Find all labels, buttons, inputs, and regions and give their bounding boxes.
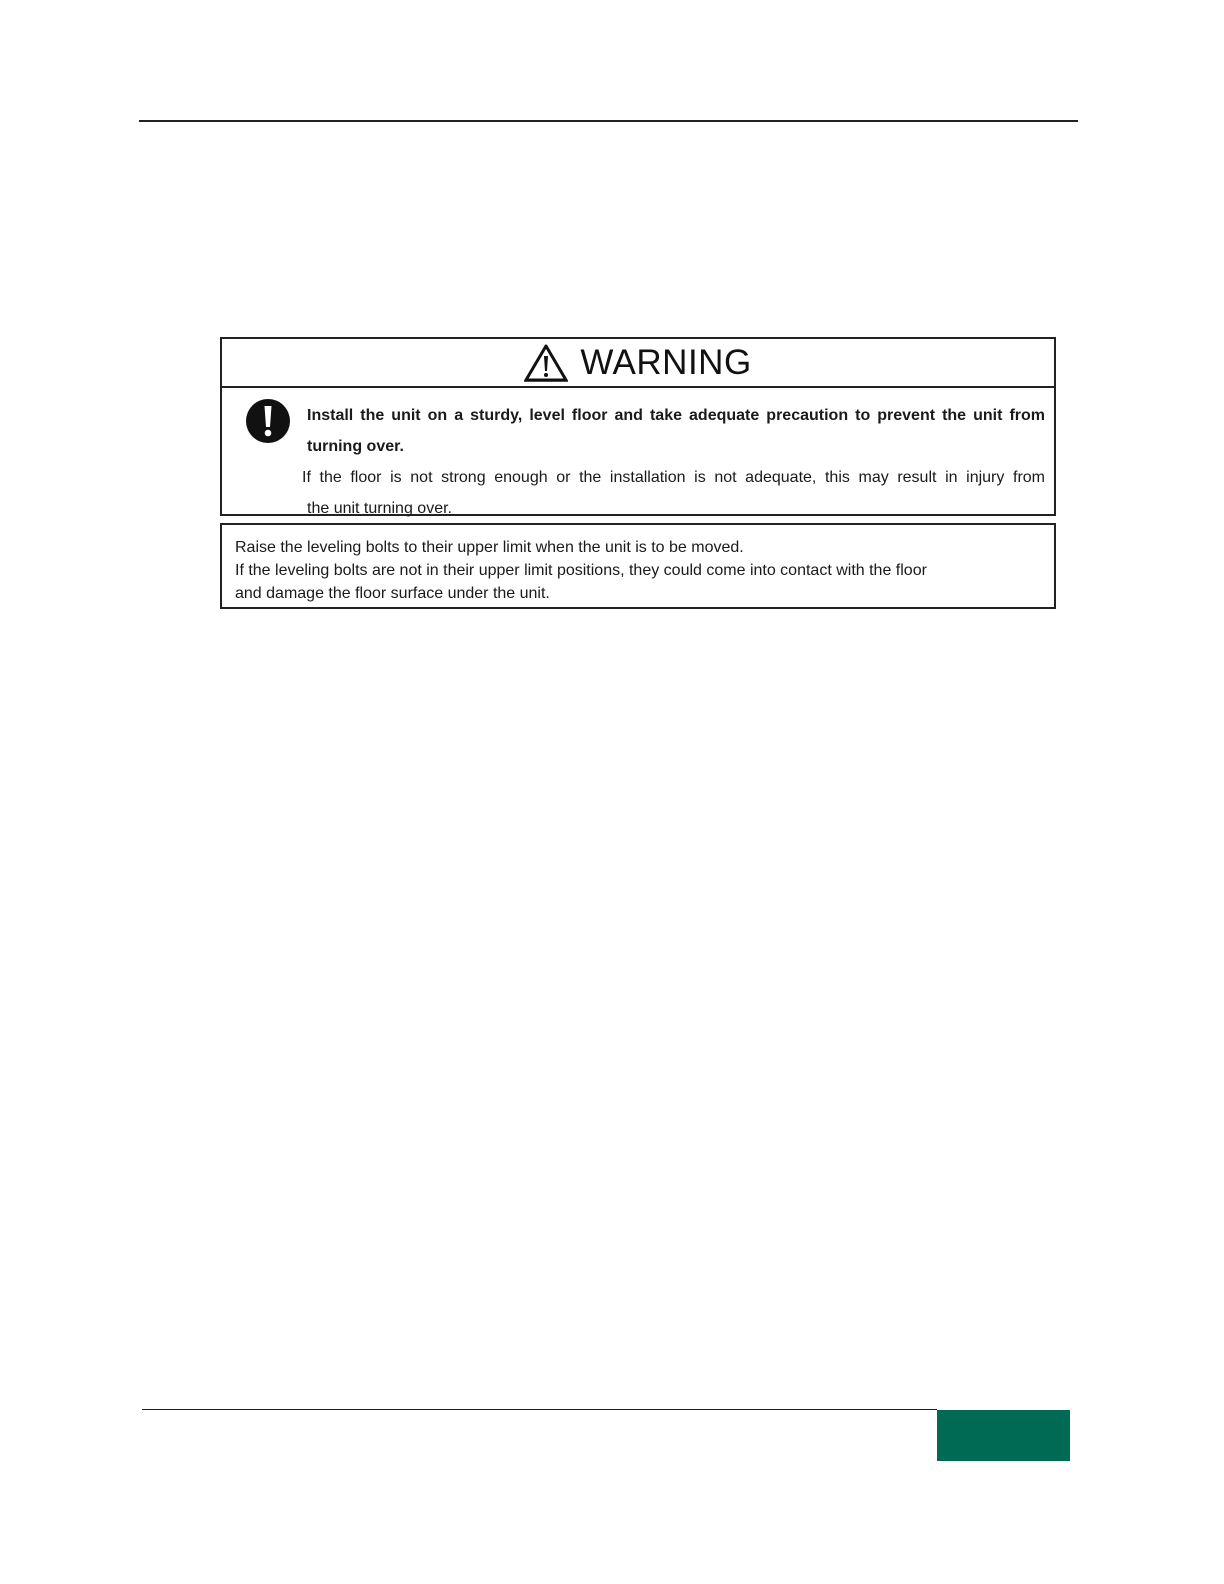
warning-bold-text: Install the unit on a sturdy, level floor and take adequate precaution to prevent the unit from turning over. — [307, 407, 1045, 455]
notice-text — [235, 536, 1035, 605]
notice-line-3: and damage the floor surface under the unit. — [235, 585, 550, 602]
footer-rule — [142, 1409, 937, 1410]
warning-explanation-line-1: If the floor is not strong enough or the installation is not adequate, this may result in injury from — [302, 469, 1045, 486]
warning-explanation — [302, 462, 1045, 524]
warning-title: WARNING — [580, 343, 752, 382]
warning-header — [222, 339, 1054, 388]
warning-triangle-icon — [524, 344, 568, 382]
warning-box — [220, 337, 1056, 516]
footer-accent-block — [937, 1410, 1070, 1461]
notice-line-2: If the leveling bolts are not in their upper limit positions, they could come into contact with the floor — [235, 562, 927, 579]
notice-line-1: Raise the leveling bolts to their upper limit when the unit is to be moved. — [235, 539, 744, 556]
warning-body — [222, 388, 1054, 517]
warning-explanation-line-2: the unit turning over. — [307, 500, 452, 517]
notice-box — [220, 523, 1056, 609]
header-rule — [139, 120, 1078, 122]
exclamation-circle-icon — [245, 398, 291, 449]
